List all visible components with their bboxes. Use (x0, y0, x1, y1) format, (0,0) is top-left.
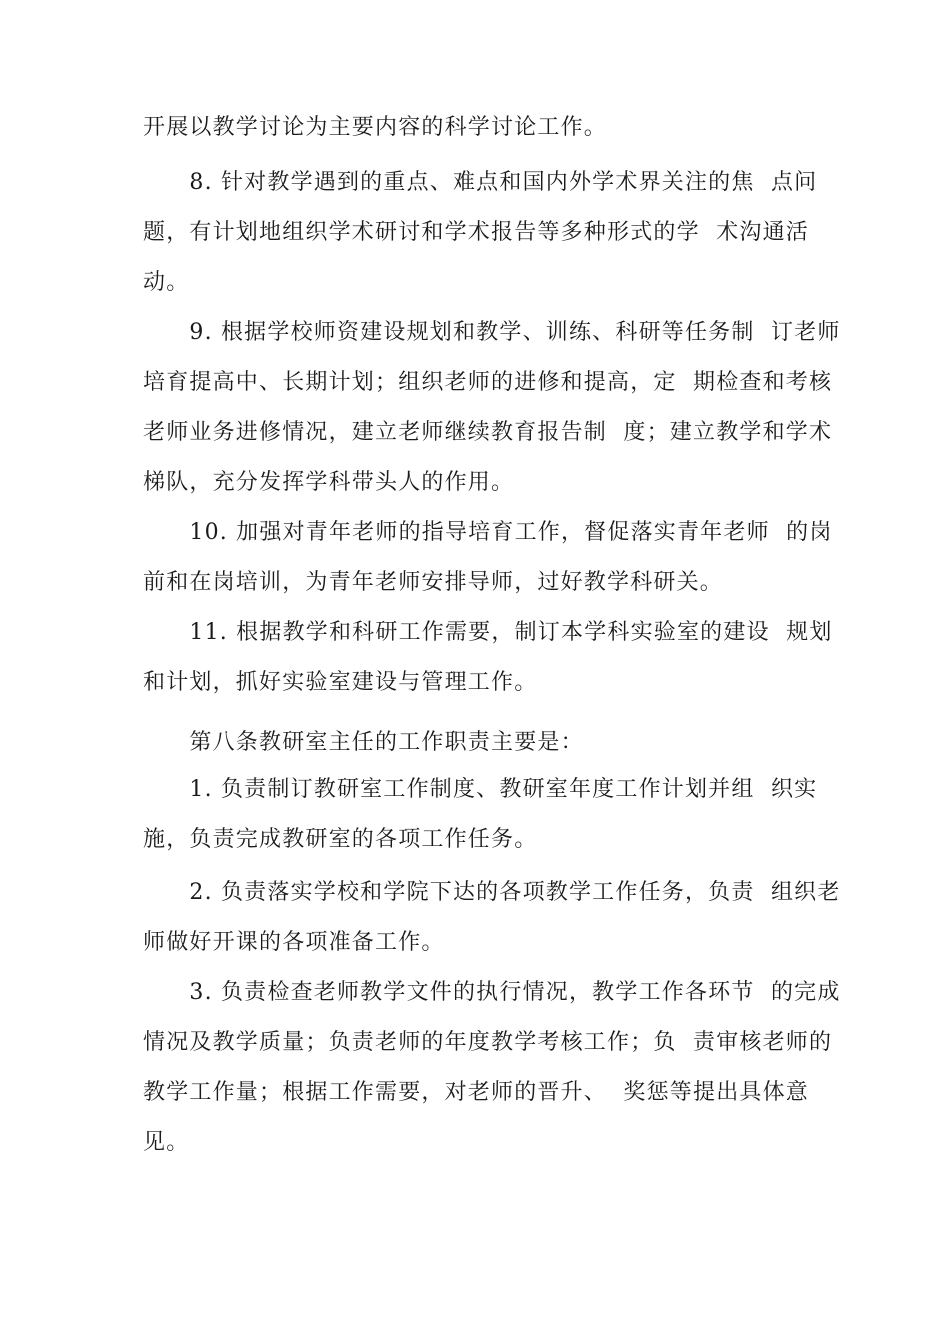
paragraph-intro: 开展以教学讨论为主要内容的科学讨论工作。 (143, 115, 608, 140)
article-8-heading: 第八条教研室主任的工作职责主要是： (143, 730, 584, 755)
paragraph-duty-3: 3. 负责检查老师教学文件的执行情况，教学工作各环节 的完成情况及教学质量；负责老师的年度教学考核工作；负 责审核老师的教学工作量；根据工作需要，对老师的晋升、 奖惩等提出具体意见。 (143, 980, 841, 1155)
paragraph-item-9: 9. 根据学校师资建设规划和教学、训练、科研等任务制 订老师培育提高中、长期计划；组织老师的进修和提高，定 期检查和考核老师业务进修情况，建立老师继续教育报告制 度；建立教学和学术梯队，充分发挥学科带头人的作用。 (143, 320, 841, 495)
paragraph-duty-2: 2. 负责落实学校和学院下达的各项教学工作任务，负责 组织老师做好开课的各项准备工作。 (143, 880, 841, 955)
paragraph-item-10: 10. 加强对青年老师的指导培育工作，督促落实青年老师 的岗前和在岗培训，为青年老师安排导师，过好教学科研关。 (143, 520, 833, 595)
paragraph-duty-1: 1. 负责制订教研室工作制度、教研室年度工作计划并组 织实施，负责完成教研室的各项工作任务。 (143, 777, 818, 852)
paragraph-item-8: 8. 针对教学遇到的重点、难点和国内外学术界关注的焦 点问题，有计划地组织学术研讨和学术报告等多种形式的学 术沟通活动。 (143, 170, 818, 295)
paragraph-item-11: 11. 根据教学和科研工作需要，制订本学科实验室的建设 规划和计划，抓好实验室建设与管理工作。 (143, 620, 833, 695)
